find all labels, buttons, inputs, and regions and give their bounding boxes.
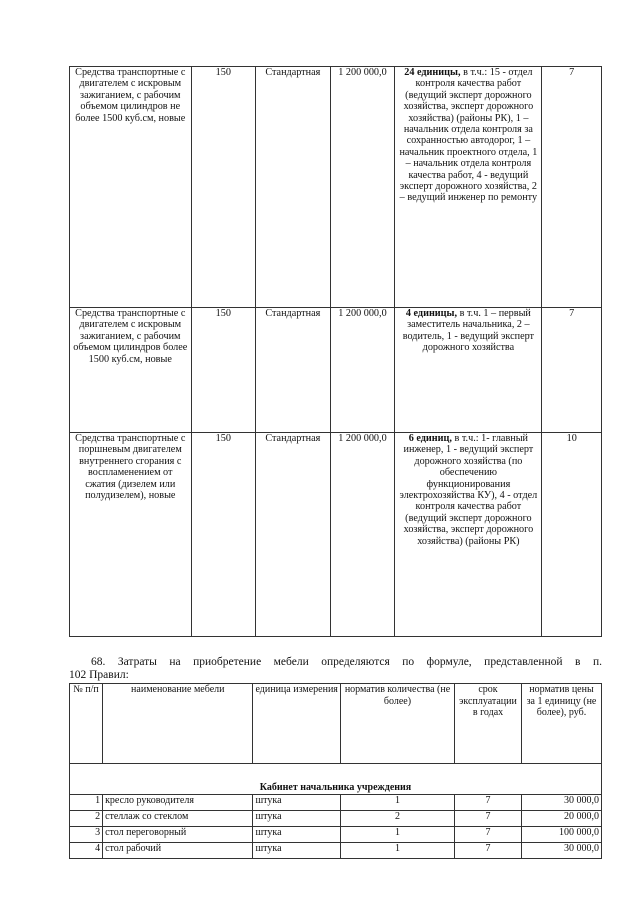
vehicle-years: 7 [542,308,602,433]
units-lead: 24 единицы, [404,67,461,78]
vehicles-table [69,66,602,637]
vehicle-units [395,433,542,637]
header-row [70,684,602,764]
table-row [70,810,602,826]
vehicle-name: Средства транспортные с двигателем с искровым зажиганием, с рабочим объемом цилиндров более 1500 куб.см, новые [70,308,192,433]
vehicle-price: 1 200 000,0 [330,433,395,637]
row-qty: 1 [340,842,454,858]
vehicle-category: Стандартная [256,67,331,308]
vehicle-price: 1 200 000,0 [330,67,395,308]
vehicle-power: 150 [191,67,256,308]
section-row [70,764,602,795]
table-row [70,308,602,433]
header-unit: единица измерения [253,684,340,764]
header-price: норматив цены за 1 единицу (не более), руб. [521,684,601,764]
section-title: Кабинет начальника учреждения [70,764,602,795]
row-name: стеллаж со стеклом [103,810,253,826]
row-unit: штука [253,794,340,810]
table-row [70,433,602,637]
header-num: № п/п [70,684,103,764]
vehicle-power: 150 [191,433,256,637]
row-num: 1 [70,794,103,810]
row-term: 7 [455,794,522,810]
header-term: срок эксплуатации в годах [455,684,522,764]
vehicle-power: 150 [191,308,256,433]
table-row [70,794,602,810]
row-name: кресло руководителя [103,794,253,810]
paragraph-line-1: 68. Затраты на приобретение мебели определяются по формуле, представленной в п. [91,656,602,668]
header-name: наименование мебели [103,684,253,764]
row-name: стол рабочий [103,842,253,858]
header-qty: норматив количества (не более) [340,684,454,764]
row-price: 30 000,0 [521,794,601,810]
row-term: 7 [455,810,522,826]
row-name: стол переговорный [103,826,253,842]
row-price: 30 000,0 [521,842,601,858]
row-qty: 2 [340,810,454,826]
vehicle-category: Стандартная [256,308,331,433]
furniture-table [69,683,602,859]
row-num: 2 [70,810,103,826]
row-unit: штука [253,810,340,826]
row-term: 7 [455,842,522,858]
units-lead: 6 единиц, [408,433,452,444]
vehicle-years: 10 [542,433,602,637]
vehicle-category: Стандартная [256,433,331,637]
table-row [70,826,602,842]
row-qty: 1 [340,826,454,842]
paragraph-68 [69,656,602,682]
vehicle-name: Средства транспортные с поршневым двигателем внутреннего сгорания с воспламенением от сжатия (дизелем или полудизелем), новые [70,433,192,637]
row-num: 4 [70,842,103,858]
row-unit: штука [253,826,340,842]
vehicle-name: Средства транспортные с двигателем с искровым зажиганием, с рабочим объемом цилиндров не более 1500 куб.см, новые [70,67,192,308]
vehicle-years: 7 [542,67,602,308]
vehicle-price: 1 200 000,0 [330,308,395,433]
row-term: 7 [455,826,522,842]
units-rest: в т.ч.: 15 - отдел контроля качества работ (ведущий эксперт дорожного хозяйства, эксперт дорожного хозяйства) (районы РК), 1 – начальник отдела контроля за сохранностью автодорог, 1 – начальник проектного отдела, 1 – начальник отдела контроля качества работ, 4 - ведущий эксперт дорожного хозяйства, 2 – ведущий инженер по ремонту [399,67,538,204]
vehicle-units [395,308,542,433]
vehicle-units [395,67,542,308]
units-rest: в т.ч. 1 – первый заместитель начальника, 2 – водитель, 1 - ведущий эксперт дорожного хозяйства [402,308,535,354]
row-qty: 1 [340,794,454,810]
row-price: 100 000,0 [521,826,601,842]
table-row [70,842,602,858]
table-row [70,67,602,308]
row-price: 20 000,0 [521,810,601,826]
paragraph-line-2: 102 Правил: [69,669,129,681]
row-unit: штука [253,842,340,858]
units-lead: 4 единицы, [405,308,458,319]
units-rest: в т.ч.: 1- главный инженер, 1 - ведущий эксперт дорожного хозяйства (по обеспечению функционирования электрохозяйства КУ), 4 - отдел контроля качества работ (ведущий эксперт дорожного хозяйства, эксперт дорожного хозяйства) (районы РК) [399,433,538,547]
row-num: 3 [70,826,103,842]
